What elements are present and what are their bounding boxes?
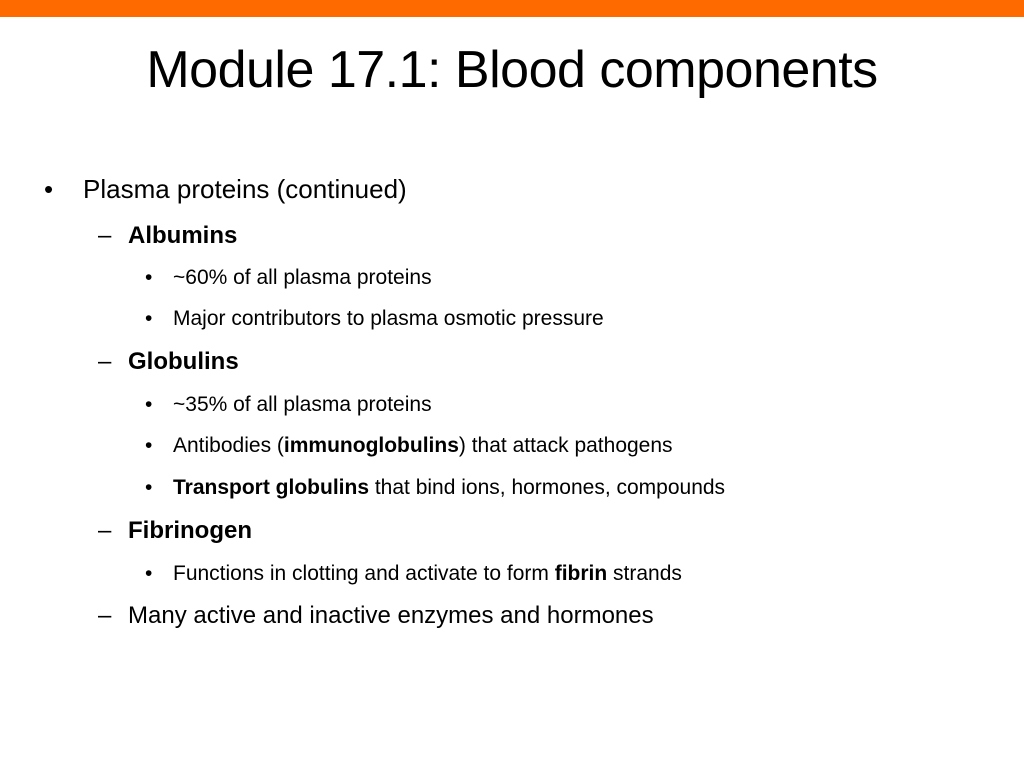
item-text [173,560,682,588]
list-item-globulins-transport [145,474,726,502]
item-text: ~35% of all plasma proteins [173,393,432,416]
item-text [173,432,673,460]
list-item-plasma-proteins [44,172,407,206]
bullet-dot: • [145,562,153,585]
item-heading: Fibrinogen [128,517,252,544]
bullet-dash: – [98,348,112,375]
bullet-dot: • [145,307,153,330]
term-fibrin: fibrin [554,562,608,585]
text-part: that bind ions, hormones, compounds [369,476,726,499]
list-item-fibrinogen [98,516,252,546]
item-text [173,474,725,502]
text-part: Antibodies ( [173,434,284,457]
bullet-dot: • [145,434,153,457]
term-transport-globulins: Transport globulins [173,476,370,499]
bullet-dash: – [98,222,112,249]
bullet-dash: – [98,602,112,629]
text-part: ) that attack pathogens [458,434,673,457]
term-immunoglobulins: immunoglobulins [283,434,459,457]
bullet-dot: • [145,393,153,416]
list-item-enzymes [98,601,654,631]
bullet-dash: – [98,517,112,544]
list-item-albumins-percent [145,264,432,292]
item-text: Plasma proteins (continued) [83,174,407,204]
list-item-globulins-antibodies [145,432,673,460]
item-heading: Globulins [128,348,239,375]
slide-title: Module 17.1: Blood components [146,41,878,99]
text-part: Functions in clotting and activate to form [173,562,555,585]
bullet-dot: • [145,266,153,289]
item-text: ~60% of all plasma proteins [173,266,432,289]
bullet-dot: • [44,174,54,204]
top-accent-bar [0,0,1024,17]
item-heading: Albumins [128,222,238,249]
list-item-albumins-osmotic [145,305,604,333]
list-item-globulins [98,347,239,377]
bullet-dot: • [145,476,153,499]
list-item-albumins [98,221,238,251]
text-part: strands [607,562,682,585]
item-text: Major contributors to plasma osmotic pressure [173,307,604,330]
list-item-globulins-percent [145,391,432,419]
item-text: Many active and inactive enzymes and hormones [128,602,654,629]
list-item-fibrinogen-clotting [145,560,682,588]
